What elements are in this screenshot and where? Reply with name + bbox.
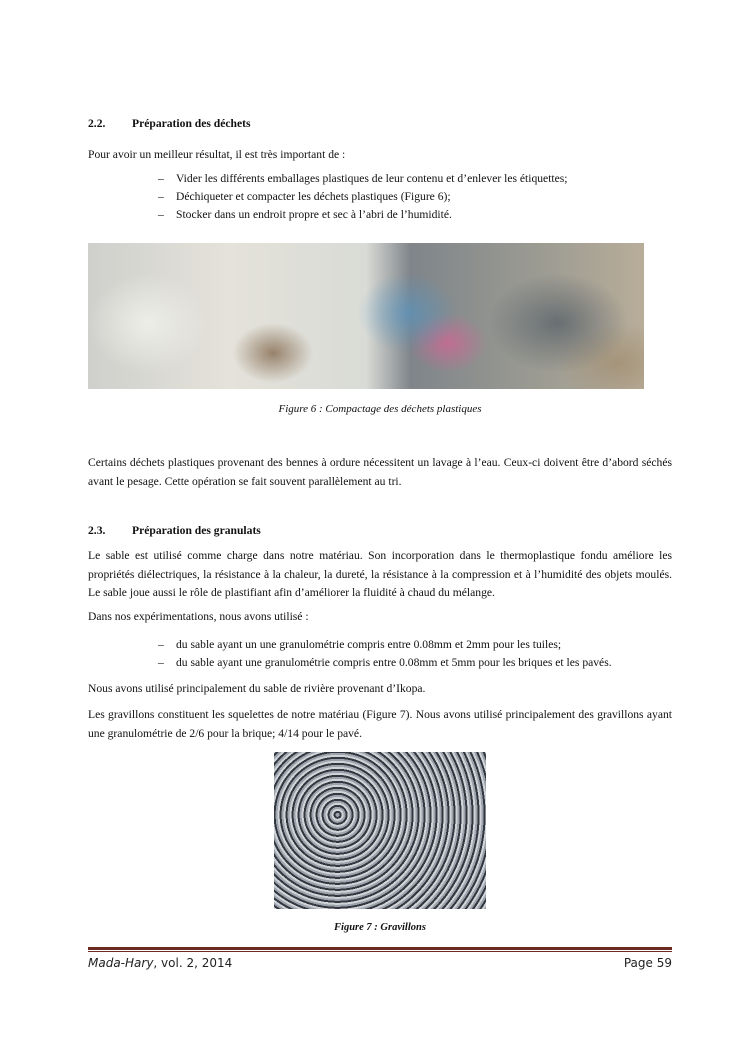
figure-6-image xyxy=(88,243,644,389)
list-item: – Déchiqueter et compacter les déchets plastiques (Figure 6); xyxy=(158,188,678,206)
section-number: 2.3. xyxy=(88,524,106,537)
journal-name: Mada-Hary xyxy=(88,956,154,970)
section-title: Préparation des granulats xyxy=(132,524,261,537)
bullet-list-22 xyxy=(158,170,678,224)
footer-rule-thin xyxy=(88,951,672,952)
section-heading-2-3 xyxy=(88,522,672,541)
bullet-list-23 xyxy=(158,636,678,672)
list-item: – Stocker dans un endroit propre et sec à l’abri de l’humidité. xyxy=(158,206,678,224)
intro-paragraph: Pour avoir un meilleur résultat, il est très important de : xyxy=(88,148,346,161)
footer-rule xyxy=(88,947,672,950)
figure-6-caption: Figure 6 : Compactage des déchets plastiques xyxy=(278,403,482,415)
list-item: – Vider les différents emballages plastiques de leur contenu et d’enlever les étiquettes; xyxy=(158,170,678,188)
section-title: Préparation des déchets xyxy=(132,117,251,130)
figure-7-image xyxy=(274,752,486,909)
list-item: – du sable ayant un une granulométrie compris entre 0.08mm et 2mm pour les tuiles; xyxy=(158,636,678,654)
section-number: 2.2. xyxy=(88,117,106,130)
washing-paragraph: Certains déchets plastiques provenant des bennes à ordure nécessitent un lavage à l’eau. Ceux-ci doivent être d’abord séchés avant le pesage. Cette opération se fait souvent parallèlement au tri. xyxy=(88,456,672,488)
footer-journal xyxy=(88,956,232,970)
sand-paragraph: Le sable est utilisé comme charge dans notre matériau. Son incorporation dans le thermoplastique fondu améliore les propriétés diélectriques, la résistance à la chaleur, la dureté, la résistance à la compression et à l’humidité des objets moulés. Le sable joue aussi le rôle de plastifiant afin d’améliorer la fluidité à chaud du mélange. xyxy=(88,549,672,599)
list-item: – du sable ayant une granulométrie compris entre 0.08mm et 5mm pour les briques et les pavés. xyxy=(158,654,678,672)
gravel-paragraph: Les gravillons constituent les squelettes de notre matériau (Figure 7). Nous avons utilisé principalement des gravillons ayant une granulométrie de 2/6 pour la brique; 4/14 pour le pavé. xyxy=(88,708,672,740)
figure-7-caption: Figure 7 : Gravillons xyxy=(334,922,426,933)
page-number: Page 59 xyxy=(623,956,672,970)
section-heading-2-2 xyxy=(88,115,672,134)
journal-volume: , vol. 2, 2014 xyxy=(153,956,233,970)
experiments-paragraph: Dans nos expérimentations, nous avons utilisé : xyxy=(88,610,309,623)
ikopa-paragraph: Nous avons utilisé principalement du sable de rivière provenant d’Ikopa. xyxy=(88,682,426,695)
